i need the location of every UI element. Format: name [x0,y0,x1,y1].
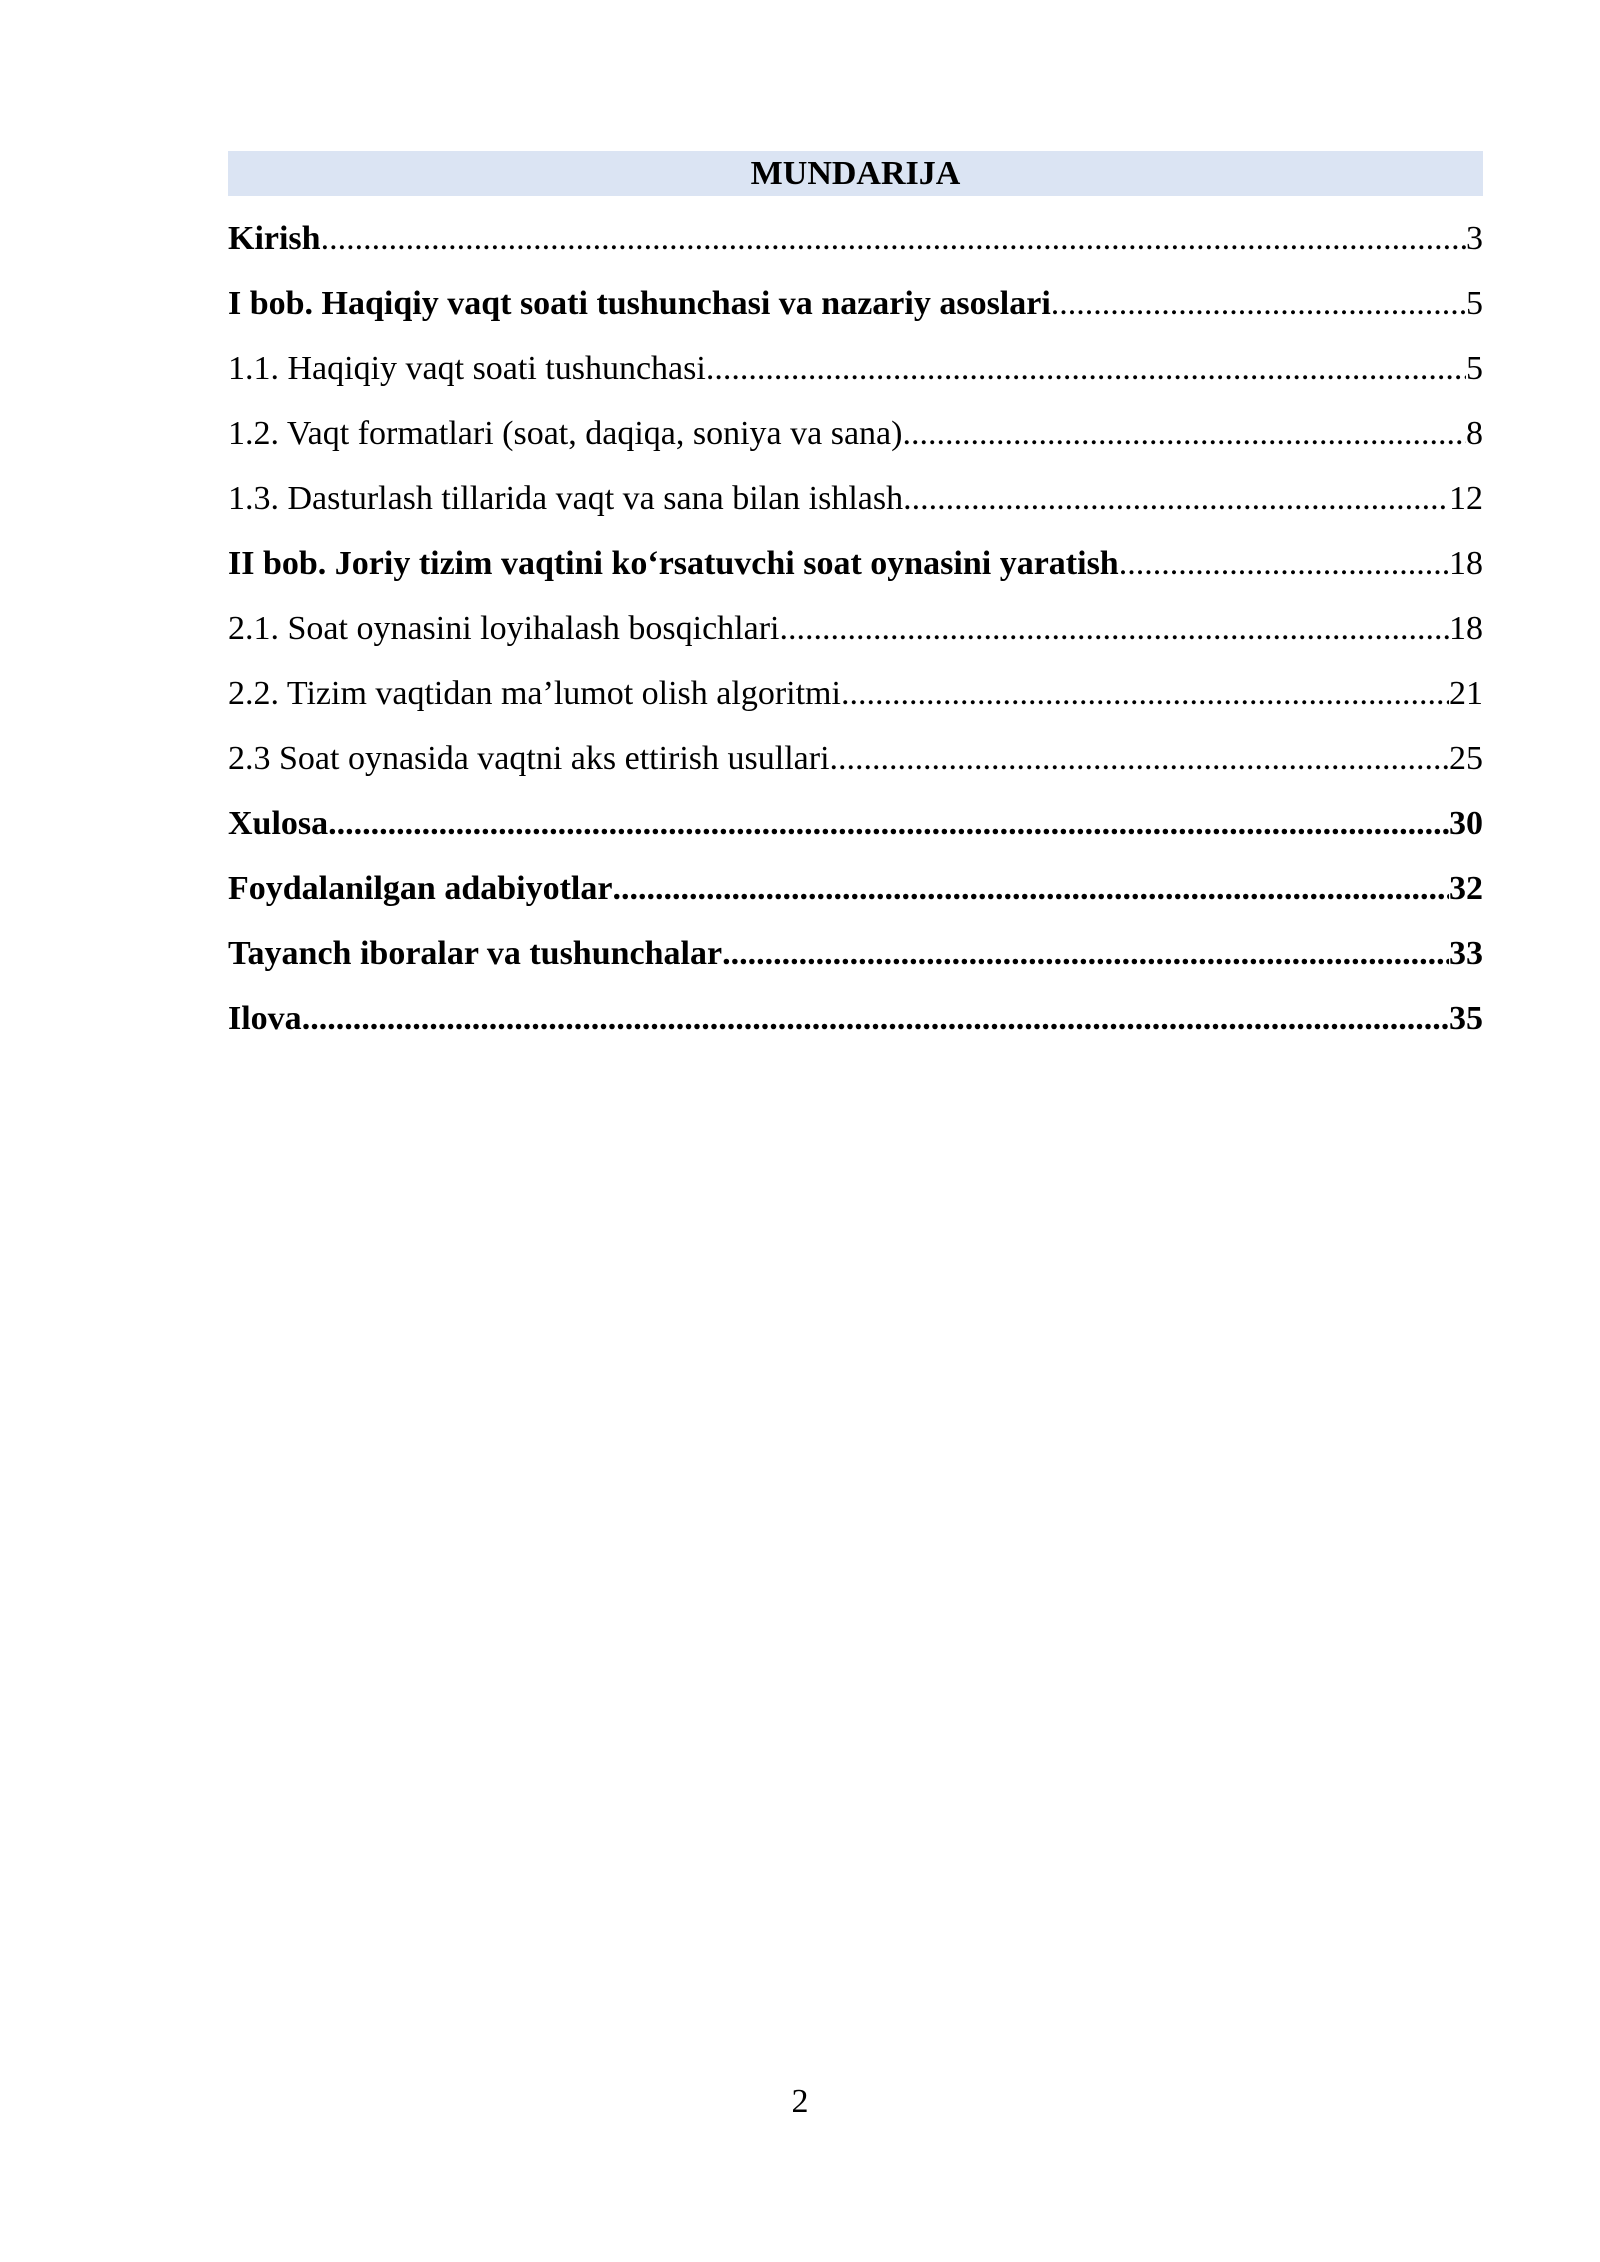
toc-entry [228,542,1483,607]
toc-entry-title: 2.1. Soat oynasini loyihalash bosqichlari [228,610,780,647]
toc-entry-title: I bob. Haqiqiy vaqt soati tushunchasi va nazariy asoslari [228,285,1051,322]
toc-entry [228,607,1483,672]
toc-entry-title: Xulosa [228,805,329,842]
toc-leader-dots [1119,542,1449,586]
toc-entry [228,997,1483,1062]
toc-entry-page: 21 [1449,675,1483,712]
toc-entry [228,932,1483,997]
toc-entry-page: 18 [1449,610,1483,647]
toc-entry-title: Kirish [228,220,321,257]
toc-entry-page: 35 [1449,1000,1483,1037]
toc-leader-dots [302,997,1449,1041]
table-of-contents [228,217,1483,1062]
toc-heading: MUNDARIJA [228,151,1483,196]
toc-leader-dots [830,737,1449,781]
toc-entry-page: 5 [1466,285,1483,322]
toc-entry-title: 2.2. Tizim vaqtidan ma’lumot olish algoritmi [228,675,841,712]
toc-entry-page: 12 [1449,480,1483,517]
toc-entry-title: Tayanch iboralar va tushunchalar [228,935,723,972]
toc-entry-title: 1.2. Vaqt formatlari (soat, daqiqa, soniya va sana) [228,415,903,452]
toc-entry [228,737,1483,802]
toc-entry-title: 1.1. Haqiqiy vaqt soati tushunchasi [228,350,706,387]
toc-leader-dots [841,672,1449,716]
toc-entry-page: 18 [1449,545,1483,582]
toc-entry-title: Ilova [228,1000,302,1037]
toc-entry-title: Foydalanilgan adabiyotlar [228,870,613,907]
toc-entry-page: 3 [1466,220,1483,257]
toc-entry-page: 33 [1449,935,1483,972]
toc-leader-dots [780,607,1450,651]
toc-entry-page: 8 [1466,415,1483,452]
toc-entry-title: 2.3 Soat oynasida vaqtni aks ettirish usullari [228,740,830,777]
toc-entry [228,412,1483,477]
toc-leader-dots [722,932,1449,976]
toc-leader-dots [1051,282,1466,326]
toc-entry-title: 1.3. Dasturlash tillarida vaqt va sana bilan ishlash [228,480,904,517]
toc-entry-page: 32 [1449,870,1483,907]
toc-entry-page: 5 [1466,350,1483,387]
toc-entry [228,217,1483,282]
toc-entry [228,282,1483,347]
toc-entry-title: II bob. Joriy tizim vaqtini ko‘rsatuvchi soat oynasini yaratish [228,545,1119,582]
toc-entry [228,672,1483,737]
toc-leader-dots [902,412,1466,456]
toc-entry [228,477,1483,542]
toc-leader-dots [328,802,1449,846]
toc-leader-dots [612,867,1449,911]
page-number: 2 [791,2083,809,2120]
toc-entry-page: 30 [1449,805,1483,842]
toc-leader-dots [321,217,1466,261]
toc-entry [228,867,1483,932]
toc-leader-dots [903,477,1449,521]
toc-entry [228,347,1483,412]
toc-entry-page: 25 [1449,740,1483,777]
toc-leader-dots [706,347,1466,391]
toc-entry [228,802,1483,867]
